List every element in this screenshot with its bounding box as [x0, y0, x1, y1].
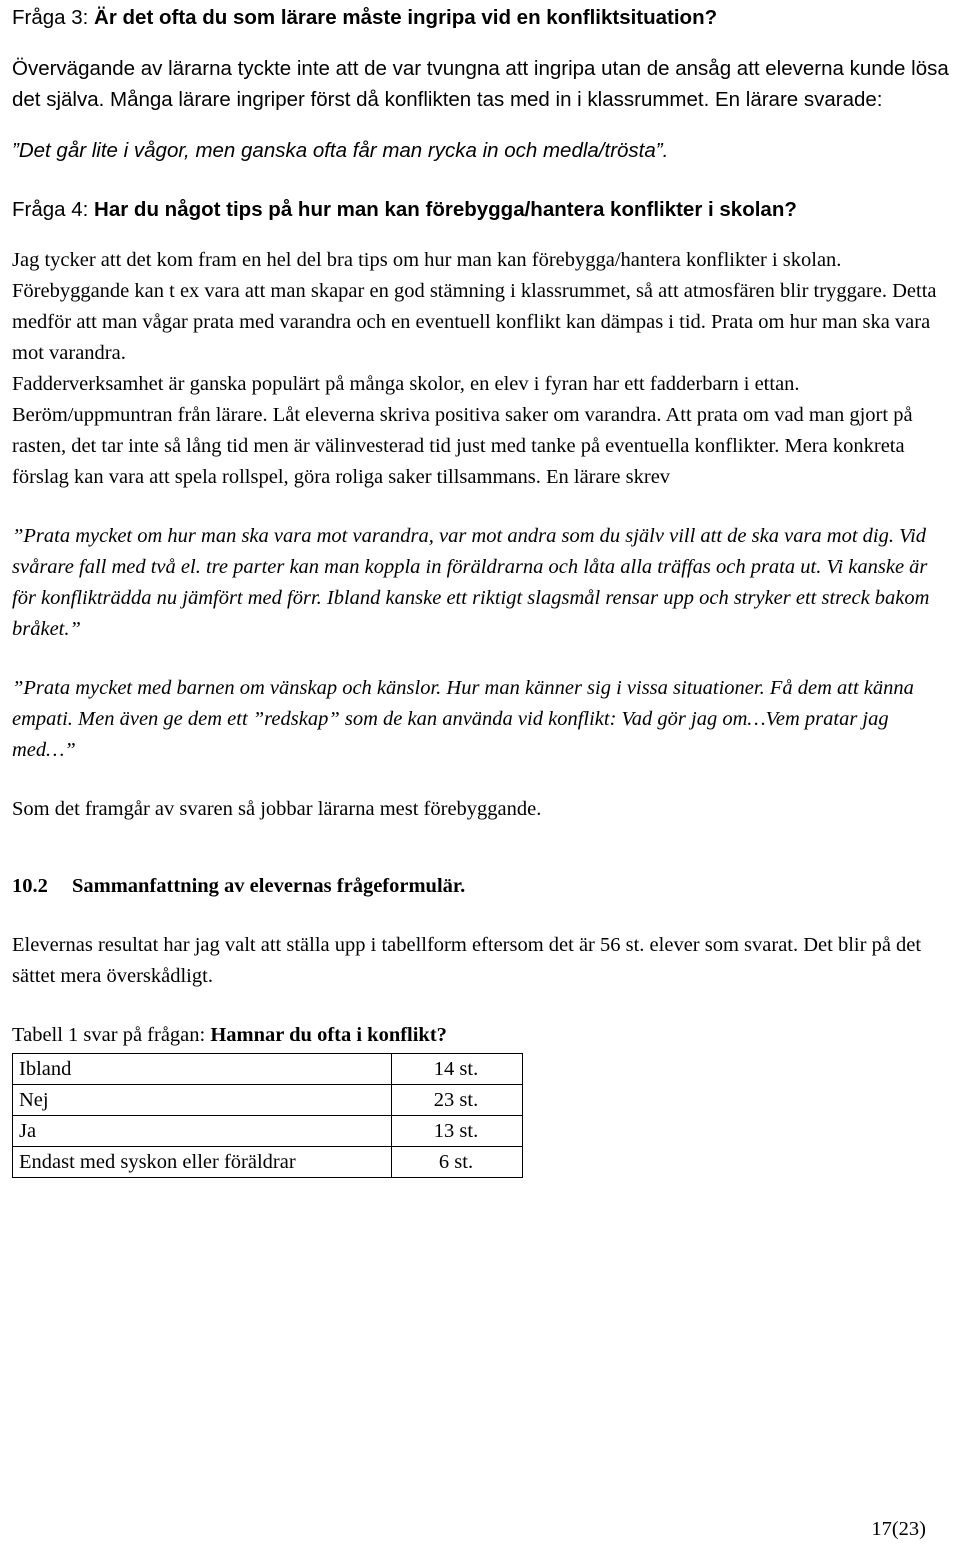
question-4-prefix: Fråga 4:	[12, 198, 95, 221]
page-number: 17(23)	[871, 1518, 926, 1540]
table-row	[13, 1116, 523, 1147]
table-row	[13, 1147, 523, 1178]
question-3-heading	[12, 2, 956, 33]
table-1-caption	[12, 1020, 956, 1051]
section-number: 10.2	[12, 875, 48, 897]
question-3-prefix: Fråga 3:	[12, 6, 95, 29]
table-cell-label: Endast med syskon eller föräldrar	[13, 1147, 392, 1178]
question-4-answer-paragraph-1: Jag tycker att det kom fram en hel del bra tips om hur man kan förebygga/hantera konflikter i skolan. Förebyggande kan t ex vara att man skapar en god stämning i klassrummet, så att atmosfären blir tryggare. Detta medför att man vågar prata med varandra och en eventuell konflikt kan dämpas i tid. Prata om hur man ska vara mot varandra.	[12, 249, 937, 364]
question-4-quote-2: ”Prata mycket med barnen om vänskap och känslor. Hur man känner sig i vissa situationer. Få dem att känna empati. Men även ge dem ett ”redskap” som de kan använda vid konflikt: Vad gör jag om…Vem pratar jag med…”	[12, 677, 914, 761]
question-4-conclusion: Som det framgår av svaren så jobbar lärarna mest förebyggande.	[12, 798, 542, 820]
section-intro: Elevernas resultat har jag valt att ställa upp i tabellform eftersom det är 56 st. elever som svarat. Det blir på det sättet mera överskådligt.	[12, 934, 922, 987]
table-cell-value: 14 st.	[392, 1054, 523, 1085]
table-cell-value: 6 st.	[392, 1147, 523, 1178]
document-page	[12, 0, 956, 1178]
question-3-quote: ”Det går lite i vågor, men ganska ofta får man rycka in och medla/trösta”.	[12, 139, 669, 162]
table-cell-label: Nej	[13, 1085, 392, 1116]
table-row	[13, 1054, 523, 1085]
section-title: Sammanfattning av elevernas frågeformulär.	[72, 875, 466, 897]
section-heading	[12, 871, 956, 902]
table-row	[13, 1085, 523, 1116]
table-cell-label: Ja	[13, 1116, 392, 1147]
table-cell-value: 13 st.	[392, 1116, 523, 1147]
table-cell-label: Ibland	[13, 1054, 392, 1085]
table-1	[12, 1053, 523, 1178]
question-3-answer: Övervägande av lärarna tyckte inte att de var tvungna att ingripa utan de ansåg att eleverna kunde lösa det själva. Många lärare ingriper först då konflikten tas med in i klassrummet. En lärare svarade:	[12, 57, 949, 111]
question-3-text: Är det ofta du som lärare måste ingripa vid en konfliktsituation?	[94, 6, 718, 29]
table-1-caption-question: Hamnar du ofta i konflikt?	[210, 1024, 447, 1046]
question-4-answer-paragraph-2: Fadderverksamhet är ganska populärt på många skolor, en elev i fyran har ett fadderbarn i ettan. Beröm/uppmuntran från lärare. Låt eleverna skriva positiva saker om varandra. Att prata om vad man gjort på rasten, det tar inte så lång tid men är välinvesterad tid just med tanke på eventuella konflikter. Mera konkreta förslag kan vara att spela rollspel, göra roliga saker tillsammans. En lärare skrev	[12, 373, 913, 488]
question-4-heading	[12, 194, 956, 225]
table-1-caption-prefix: Tabell 1 svar på frågan:	[12, 1024, 211, 1046]
question-4-quote-1: ”Prata mycket om hur man ska vara mot varandra, var mot andra som du själv vill att de ska vara mot dig. Vid svårare fall med två el. tre parter kan man koppla in föräldrarna och låta alla träffas och prata ut. Vi kanske är för konflikträdda nu jämfört med förr. Ibland kanske ett riktigt slagsmål rensar upp och stryker ett streck bakom bråket.”	[12, 525, 930, 640]
table-cell-value: 23 st.	[392, 1085, 523, 1116]
question-4-text: Har du något tips på hur man kan förebygga/hantera konflikter i skolan?	[94, 198, 797, 221]
